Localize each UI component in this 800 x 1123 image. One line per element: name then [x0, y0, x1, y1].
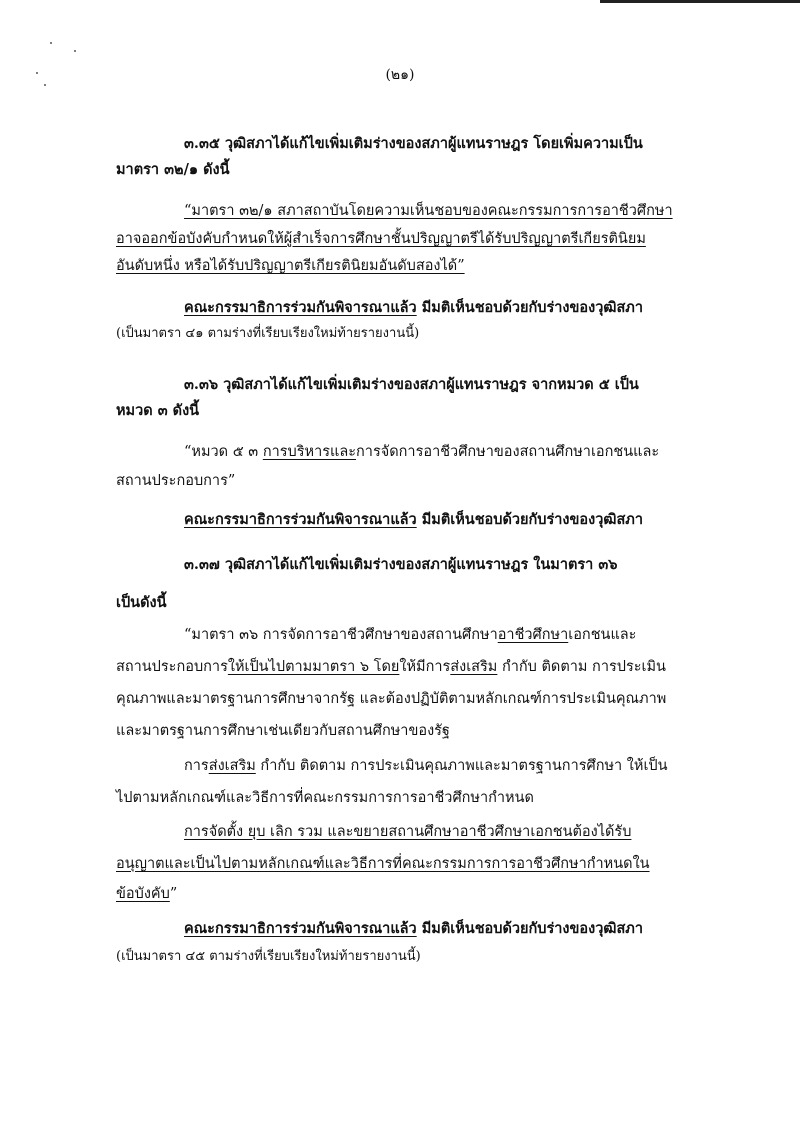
text-underlined: ส่งเสริม [208, 758, 256, 774]
committee-resolution: มีมติเห็นชอบด้วยกับร่างของวุฒิสภา [416, 299, 643, 316]
section-337-committee [184, 918, 643, 940]
page-number: (๒๑) [385, 67, 415, 83]
scan-edge-line [600, 0, 800, 3]
section-337-para1-line3: คุณภาพและมาตรฐานการศึกษาจากรัฐ และต้องปฏิบัติตามหลักเกณฑ์การประเมินคุณภาพ [116, 691, 667, 707]
section-335-quote-line3: อันดับหนึ่ง หรือได้รับปริญญาตรีเกียรตินิยมอันดับสองได้” [116, 258, 465, 274]
text-part: การ [184, 758, 209, 774]
committee-underlined: คณะกรรมาธิการร่วมกันพิจารณาแล้ว [184, 299, 417, 316]
section-336-quote-line1 [184, 441, 659, 463]
text-part: เอกชนและ [568, 627, 637, 643]
section-335-note: (เป็นมาตรา ๔๑ ตามร่างที่เรียบเรียงใหม่ท้ายรายงานนี้) [116, 326, 420, 341]
committee-resolution: มีมติเห็นชอบด้วยกับร่างของวุฒิสภา [416, 920, 643, 937]
text-part: ” [169, 886, 178, 902]
section-337-para3-line1: การจัดตั้ง ยุบ เลิก รวม และขยายสถานศึกษาอาชีวศึกษาเอกชนต้องได้รับ [184, 824, 632, 840]
text-part: ให้มีการ [399, 659, 451, 675]
section-336-quote-line2: สถานประกอบการ” [116, 473, 236, 489]
text-underlined: อาชีวศึกษา [497, 627, 569, 643]
section-335-committee [184, 297, 643, 319]
section-335-heading-cont: มาตรา ๓๒/๑ ดังนี้ [116, 161, 230, 178]
section-337-note: (เป็นมาตรา ๔๕ ตามร่างที่เรียบเรียงใหม่ท้ายรายงานนี้) [116, 949, 421, 964]
section-337-para2-line2: ไปตามหลักเกณฑ์และวิธีการที่คณะกรรมการการอาชีวศึกษากำหนด [116, 790, 534, 806]
section-336-heading: ๓.๓๖ วุฒิสภาได้แก้ไขเพิ่มเติมร่างของสภาผู้แทนราษฎร จากหมวด ๕ เป็น [184, 376, 639, 393]
text-part: สถานประกอบการ [116, 659, 228, 675]
section-337-heading: ๓.๓๗ วุฒิสภาได้แก้ไขเพิ่มเติมร่างของสภาผู้แทนราษฎร ในมาตรา ๓๖ [184, 556, 618, 573]
committee-underlined: คณะกรรมาธิการร่วมกันพิจารณาแล้ว [184, 920, 417, 937]
section-337-para3-line3 [116, 883, 177, 905]
section-337-para1-line1 [184, 624, 636, 646]
quote-part: การจัดการอาชีวศึกษาของสถานศึกษาเอกชนและ [356, 444, 660, 460]
section-336-heading-cont: หมวด ๓ ดังนี้ [116, 402, 200, 419]
text-part: กำกับ ติดตาม การประเมินคุณภาพและมาตรฐานการศึกษา ให้เป็น [255, 758, 668, 774]
quote-part: “หมวด ๕ ๓ [184, 444, 263, 460]
scan-speck [50, 42, 52, 44]
section-337-para1-line2 [116, 656, 666, 678]
text-part: “มาตรา ๓๖ การจัดการอาชีวศึกษาของสถานศึกษา [184, 627, 498, 643]
section-336-committee [184, 509, 643, 531]
section-337-para3-line2: อนุญาตและเป็นไปตามหลักเกณฑ์และวิธีการที่คณะกรรมการการอาชีวศึกษากำหนดใน [116, 856, 650, 872]
quote-underlined: การบริหารและ [262, 444, 357, 460]
text-underlined: ให้เป็นไปตามมาตรา ๖ โดย [227, 659, 400, 675]
section-335-quote-line2: อาจออกข้อบังคับกำหนดให้ผู้สำเร็จการศึกษาชั้นปริญญาตรีได้รับปริญญาตรีเกียรตินิยม [116, 231, 646, 247]
committee-resolution: มีมติเห็นชอบด้วยกับร่างของวุฒิสภา [416, 511, 643, 528]
text-underlined: ส่งเสริม [450, 659, 498, 675]
scan-speck [74, 50, 76, 52]
section-337-heading-cont: เป็นดังนี้ [116, 594, 167, 611]
text-part: กำกับ ติดตาม การประเมิน [497, 659, 666, 675]
section-337-para2-line1 [184, 755, 668, 777]
committee-underlined: คณะกรรมาธิการร่วมกันพิจารณาแล้ว [184, 511, 417, 528]
section-335-heading: ๓.๓๕ วุฒิสภาได้แก้ไขเพิ่มเติมร่างของสภาผู้แทนราษฎร โดยเพิ่มความเป็น [184, 135, 643, 152]
section-335-quote-line1: “มาตรา ๓๒/๑ สภาสถาบันโดยความเห็นชอบของคณะกรรมการการอาชีวศึกษา [184, 203, 673, 219]
text-underlined: ข้อบังคับ [116, 886, 170, 902]
section-337-para1-line4: และมาตรฐานการศึกษาเช่นเดียวกับสถานศึกษาของรัฐ [116, 723, 450, 739]
